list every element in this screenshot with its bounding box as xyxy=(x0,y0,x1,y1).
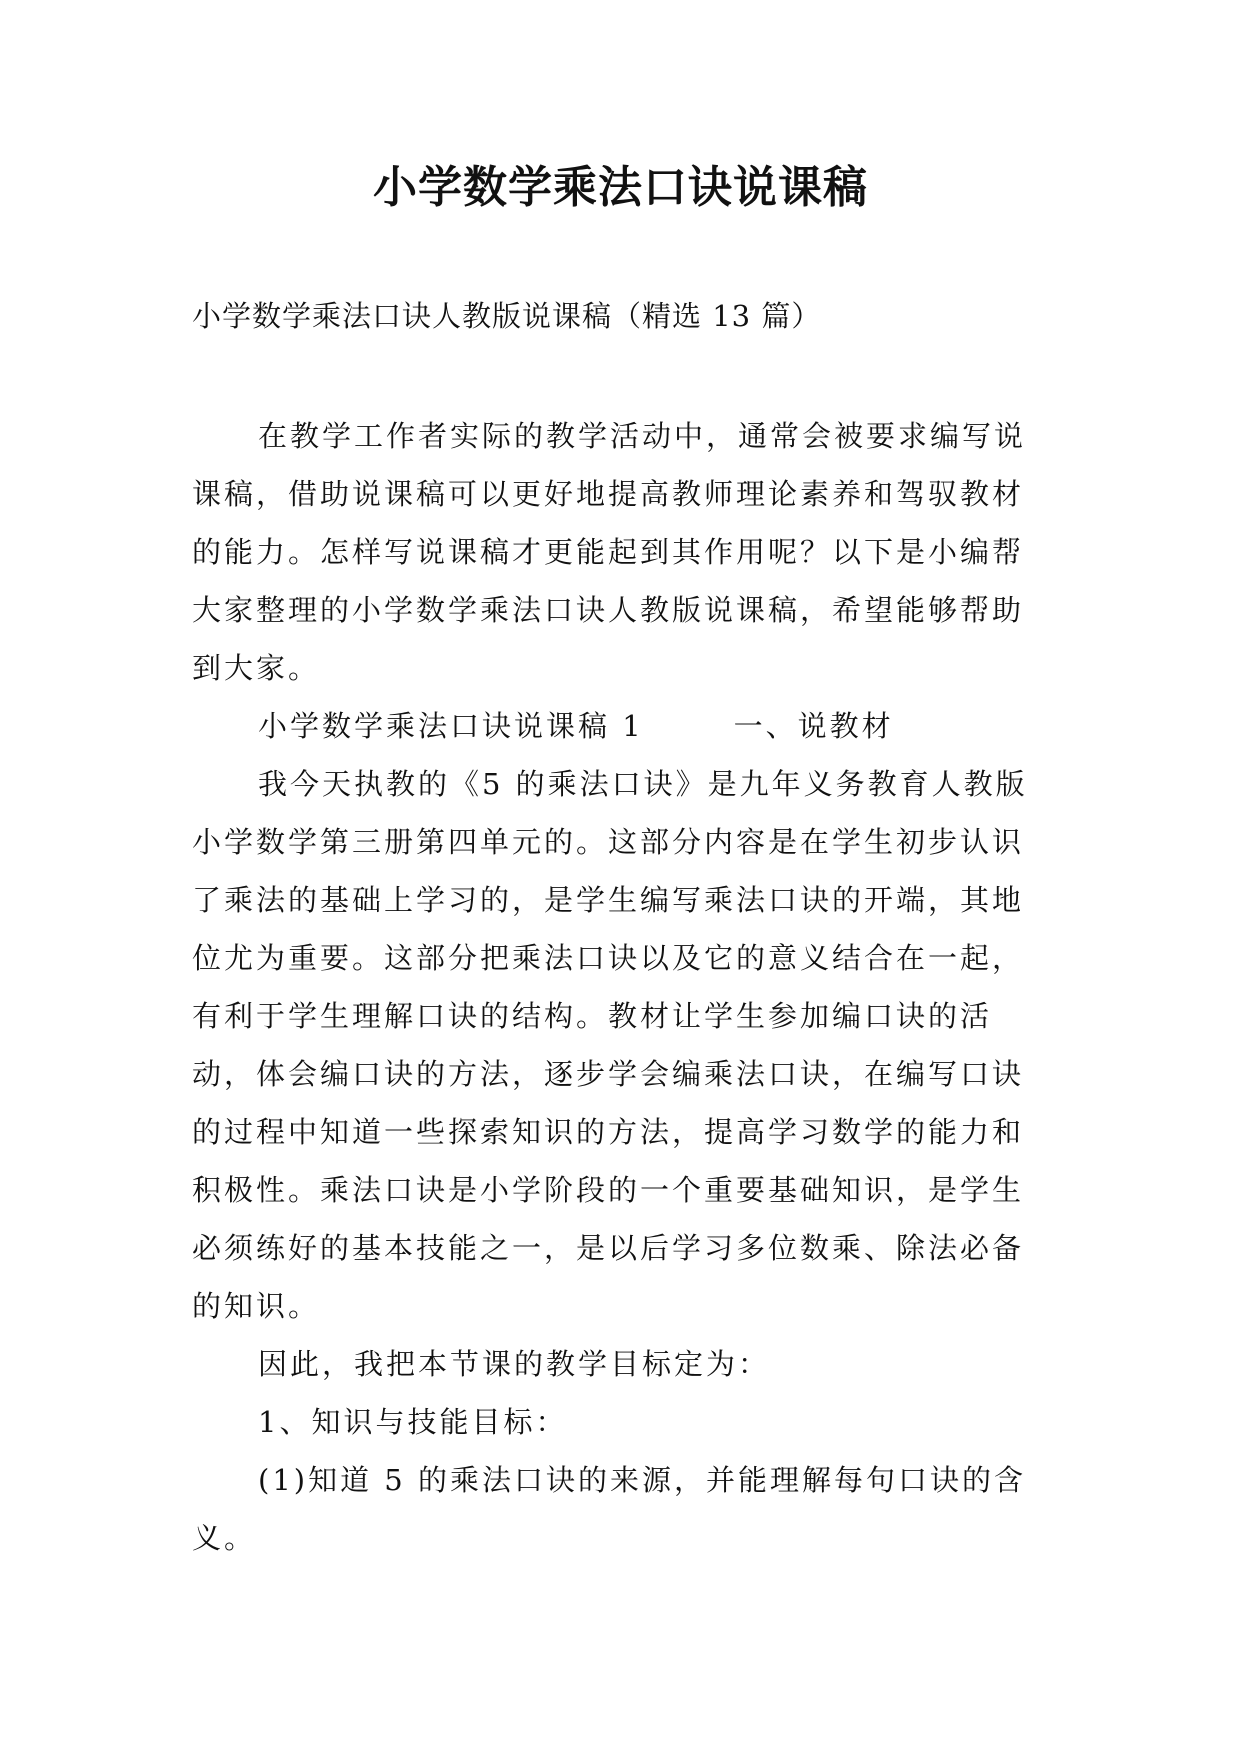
goal-1-heading: 1、知识与技能目标： xyxy=(258,1405,568,1439)
intro-paragraph: 在教学工作者实际的教学活动中，通常会被要求编写说课稿，借助说课稿可以更好地提高教师理论素养和驾驭教材的能力。怎样写说课稿才更能起到其作用呢？以下是小编帮大家整理的小学数学乘法口诀人教版说课稿，希望能够帮助到大家。 xyxy=(192,419,1027,685)
document-subtitle: 小学数学乘法口诀人教版说课稿（精选 13 篇） xyxy=(192,299,822,333)
section-heading: 小学数学乘法口诀说课稿 1 xyxy=(258,709,644,743)
document-body xyxy=(192,407,1052,1567)
goal-intro-paragraph: 因此，我把本节课的教学目标定为： xyxy=(258,1347,771,1381)
document-title: 小学数学乘法口诀说课稿 xyxy=(373,162,868,213)
section-heading-line xyxy=(192,697,1052,755)
textbook-paragraph: 我今天执教的《5 的乘法口诀》是九年义务教育人教版小学数学第三册第四单元的。这部分内容是在学生初步认识了乘法的基础上学习的，是学生编写乘法口诀的开端，其地位尤为重要。这部分把乘法口诀以及它的意义结合在一起，有利于学生理解口诀的结构。教材让学生参加编口诀的活动，体会编口诀的方法，逐步学会编乘法口诀，在编写口诀的过程中知道一些探索知识的方法，提高学习数学的能力和积极性。乘法口诀是小学阶段的一个重要基础知识，是学生必须练好的基本技能之一，是以后学习多位数乘、除法必备的知识。 xyxy=(192,767,1028,1323)
section-subheading: 一、说教材 xyxy=(733,709,894,743)
goal-1-item-1: (1)知道 5 的乘法口诀的来源，并能理解每句口诀的含义。 xyxy=(192,1463,1026,1555)
